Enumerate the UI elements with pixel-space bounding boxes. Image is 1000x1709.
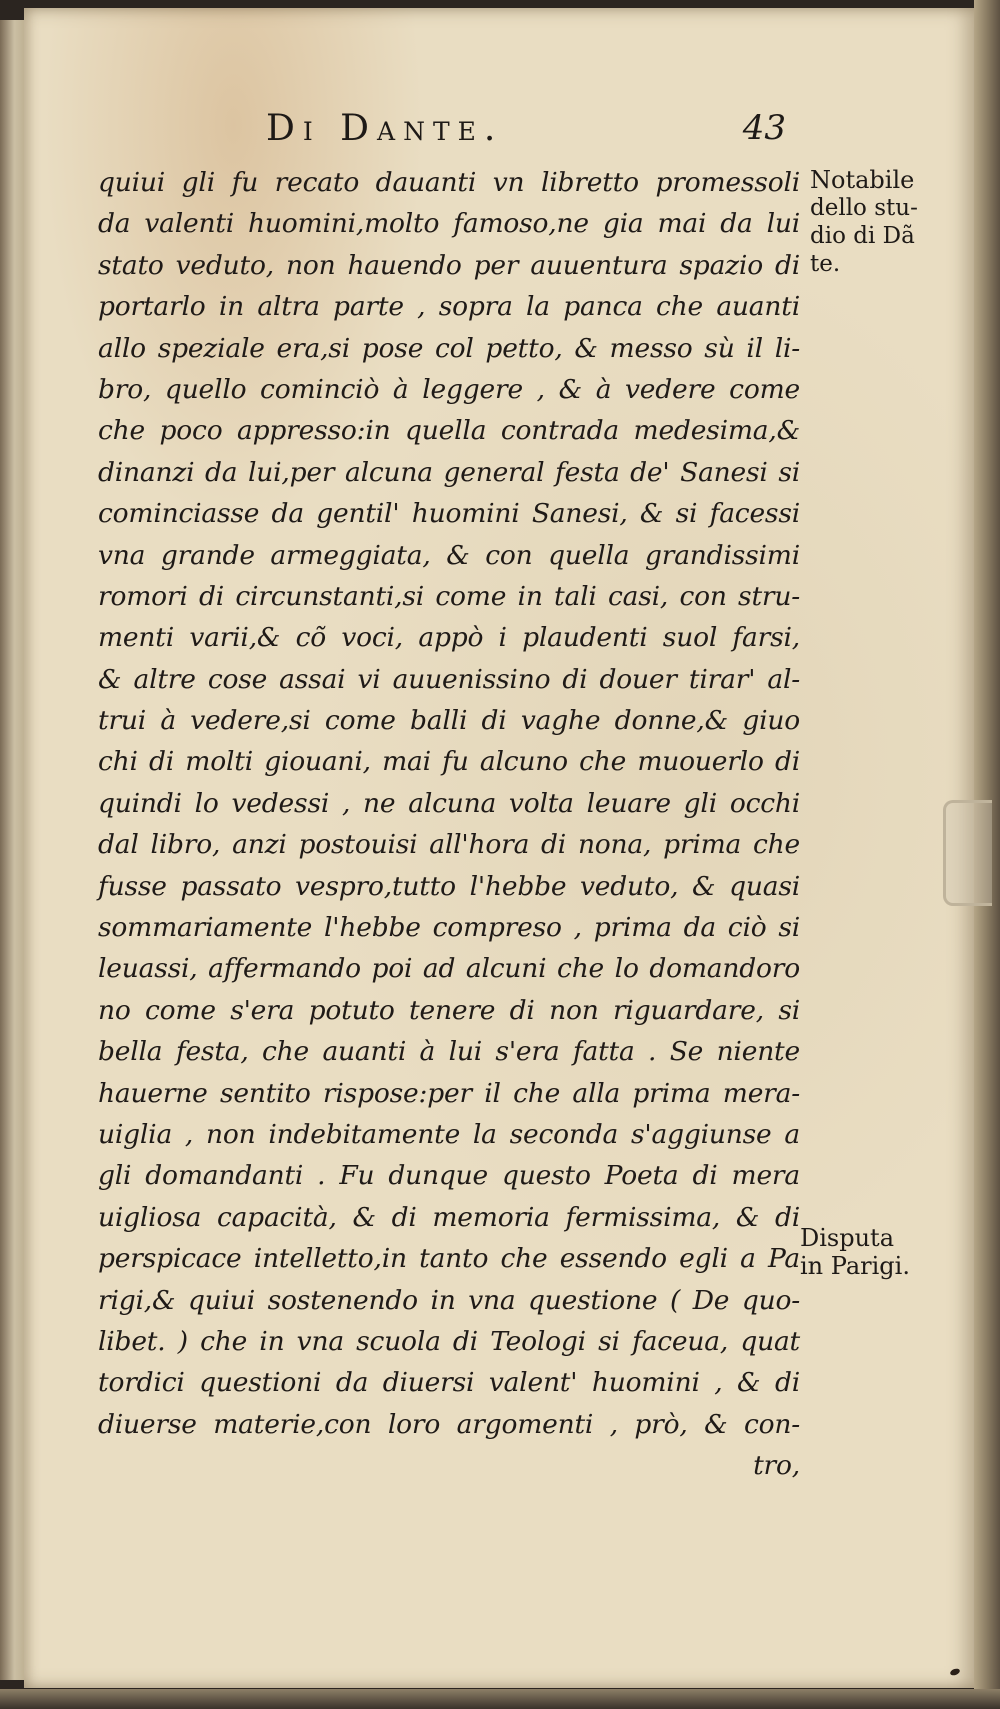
- marginal-note-disputa: [800, 1224, 940, 1280]
- text-line: tordici questioni da diuersi valent' huomini , & di: [98, 1367, 800, 1399]
- text-line: vna grande armeggiata, & con quella grandissimi: [98, 539, 800, 571]
- text-line: da valenti huomini,molto famoso,ne gia mai da lui: [98, 208, 800, 240]
- running-title: Di Dante.: [266, 108, 504, 149]
- text-line: allo speziale era,si pose col petto, & messo sù il li-: [98, 332, 800, 364]
- text-line: & altre cose assai vi auuenissino di douer tirar' al-: [98, 663, 800, 695]
- marginal-line: Disputa: [800, 1224, 895, 1252]
- bottom-edge: [0, 1689, 1000, 1709]
- text-line: romori di circunstanti,si come in tali casi, con stru-: [98, 580, 800, 612]
- page-header: [266, 108, 786, 152]
- text-line: quiui gli fu recato dauanti vn libretto promessoli: [98, 167, 800, 198]
- text-line: cominciasse da gentil' huomini Sanesi, & si facessi: [98, 498, 800, 530]
- text-line: perspicace intelletto,in tanto che essendo egli a Pa: [98, 1243, 800, 1275]
- page-number: 43: [742, 108, 786, 148]
- text-line: hauerne sentito rispose:per il che alla prima mera-: [98, 1077, 800, 1109]
- text-line: uigliosa capacità, & di memoria fermissima, & di: [98, 1201, 800, 1233]
- marginal-line: in Parigi.: [800, 1252, 910, 1280]
- text-line: bro, quello cominciò à leggere , & à vedere come: [98, 373, 800, 405]
- text-line: gli domandanti . Fu dunque questo Poeta di mera: [98, 1160, 800, 1192]
- text-line: portarlo in altra parte , sopra la panca che auanti: [98, 291, 800, 323]
- text-line: stato veduto, non hauendo per auuentura spazio di: [98, 249, 800, 281]
- text-line: fusse passato vespro,tutto l'hebbe veduto, & quasi: [98, 870, 800, 902]
- text-line: quindi lo vedessi , ne alcuna volta leuare gli occhi: [98, 787, 800, 819]
- text-line: no come s'era potuto tenere di non riguardare, si: [98, 994, 800, 1026]
- marginal-line: dello stu-: [810, 195, 918, 221]
- text-line: trui à vedere,si come balli di vaghe donne,& giuo: [98, 705, 800, 737]
- text-line: diuerse materie,con loro argomenti , prò, & con-: [98, 1408, 800, 1440]
- previous-page-edge: [0, 20, 24, 1680]
- marginal-note-notabile: [810, 166, 950, 278]
- text-line: chi di molti giouani, mai fu alcuno che muouerlo di: [98, 746, 800, 778]
- text-line: menti varii,& cõ voci, appò i plaudenti suol farsi,: [98, 622, 800, 654]
- text-line: dal libro, anzi postouisi all'hora di nona, prima che: [98, 829, 800, 861]
- text-line: che poco appresso:in quella contrada medesima,&: [98, 415, 800, 447]
- text-line: libet. ) che in vna scuola di Teologi si faceua, quat: [98, 1325, 800, 1357]
- text-line: sommariamente l'hebbe compreso , prima da ciò si: [98, 912, 800, 944]
- marginal-line: te.: [810, 251, 841, 277]
- text-line: rigi,& quiui sostenendo in vna questione ( De quo-: [98, 1284, 800, 1316]
- page-clip: [943, 800, 992, 906]
- text-line: bella festa, che auanti à lui s'era fatta . Se niente: [98, 1036, 800, 1068]
- body-text: [98, 162, 800, 1487]
- marginal-line: Notabile: [810, 166, 915, 194]
- marginal-line: dio di Dã: [810, 223, 915, 249]
- text-line: leuassi, affermando poi ad alcuni che lo domandoro: [98, 953, 800, 985]
- catchword: tro,: [753, 1450, 800, 1482]
- text-line: uiglia , non indebitamente la seconda s'aggiunse a: [98, 1118, 800, 1150]
- text-line: dinanzi da lui,per alcuna general festa de' Sanesi si: [98, 456, 800, 488]
